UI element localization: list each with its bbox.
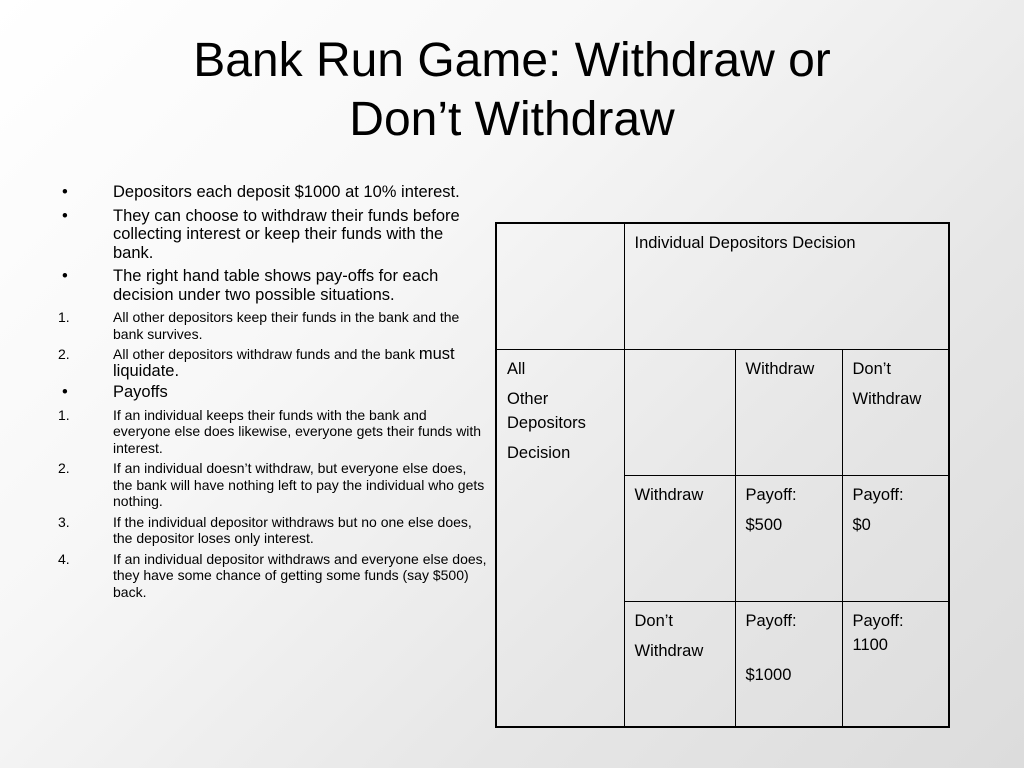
- table-cell-payoff-withdraw-withdraw: [735, 475, 842, 601]
- table-cell-payoff-dont-withdraw: [735, 601, 842, 727]
- body-list: [58, 183, 488, 604]
- number-marker: 4.: [58, 550, 70, 567]
- number-marker: 2.: [58, 460, 70, 476]
- payoff-table: [495, 222, 950, 728]
- payoff-item-3: [58, 514, 488, 547]
- bullet-text: Depositors each deposit $1000 at 10% interest.: [113, 183, 460, 201]
- situation-item-1: [58, 309, 488, 342]
- col-header-line: Don’t: [852, 359, 892, 378]
- table-cell-other-depositors-decision: [496, 349, 624, 727]
- bullet-text: Payoffs: [113, 383, 168, 401]
- title-line-2: Don’t Withdraw: [349, 92, 675, 146]
- row-label-line: Withdraw: [634, 641, 704, 660]
- payoff-value: 1100: [852, 635, 888, 654]
- table-cell-row-dont-withdraw: [624, 601, 735, 727]
- table-cell-row-withdraw: Withdraw: [624, 475, 735, 601]
- row-header-line: Depositors: [507, 413, 586, 432]
- situation-text: All other depositors withdraw funds and the bank: [113, 346, 415, 362]
- bullet-item-payoffs: [58, 383, 488, 402]
- table-cell-payoff-dont-dont: [842, 601, 949, 727]
- table-cell-payoff-withdraw-dont: [842, 475, 949, 601]
- payoff-item-1: [58, 407, 488, 457]
- row-header-line: Decision: [507, 443, 571, 462]
- payoff-text: If an individual doesn’t withdraw, but everyone else does, the bank will have nothing left to pay the individual who gets nothing.: [113, 460, 485, 509]
- bullet-marker: •: [62, 206, 68, 225]
- payoff-item-2: [58, 460, 488, 510]
- table-cell-individual-decision: Individual Depositors Decision: [624, 223, 949, 349]
- number-marker: 1.: [58, 309, 70, 325]
- payoff-text: If the individual depositor withdraws but no one else does, the depositor loses only interest.: [113, 513, 472, 546]
- number-marker: 1.: [58, 406, 70, 423]
- payoff-item-4: [58, 551, 488, 601]
- title-line-1: Bank Run Game: Withdraw or: [193, 34, 831, 87]
- number-marker: 3.: [58, 513, 70, 530]
- number-marker: 2.: [58, 346, 70, 362]
- table-cell-empty-corner: [496, 223, 624, 349]
- payoff-value: $500: [745, 515, 783, 534]
- payoff-text: If an individual depositor withdraws and everyone else does, they have some chance of getting some funds (say $500) back.: [113, 550, 487, 600]
- bullet-marker: •: [62, 183, 68, 201]
- situation-text: All other depositors keep their funds in the bank and the bank survives.: [113, 309, 460, 342]
- row-header-line: All: [507, 359, 526, 378]
- slide-title: [40, 32, 984, 149]
- table-row-header: [496, 223, 949, 349]
- row-label-line: Don’t: [634, 611, 674, 630]
- payoff-label: Payoff:: [745, 485, 797, 504]
- table-cell-col-withdraw: Withdraw: [735, 349, 842, 475]
- bullet-text: They can choose to withdraw their funds before collecting interest or keep their funds with the bank.: [113, 206, 460, 262]
- payoff-label: Payoff:: [745, 611, 797, 630]
- table-cell-empty: [624, 349, 735, 475]
- payoff-label: Payoff:: [852, 485, 904, 504]
- situation-item-2: [58, 346, 488, 379]
- bullet-marker: •: [62, 383, 68, 401]
- bullet-item-choose: [58, 207, 488, 263]
- payoff-label: Payoff:: [852, 611, 904, 630]
- table-row-columns: [496, 349, 949, 475]
- payoff-text: If an individual keeps their funds with the bank and everyone else does likewise, everyone gets their funds with interest.: [113, 406, 482, 456]
- bullet-item-table: [58, 267, 488, 304]
- col-header-line: Withdraw: [852, 389, 922, 408]
- situation-text-tail: must liquidate.: [113, 345, 455, 380]
- row-header-line: Other: [507, 389, 549, 408]
- bullet-item-deposit: [58, 183, 488, 202]
- table-cell-col-dont-withdraw: [842, 349, 949, 475]
- bullet-text: The right hand table shows pay-offs for each decision under two possible situations.: [113, 267, 439, 304]
- payoff-value: $1000: [745, 665, 792, 684]
- payoff-value: $0: [852, 515, 871, 534]
- bullet-marker: •: [62, 267, 68, 285]
